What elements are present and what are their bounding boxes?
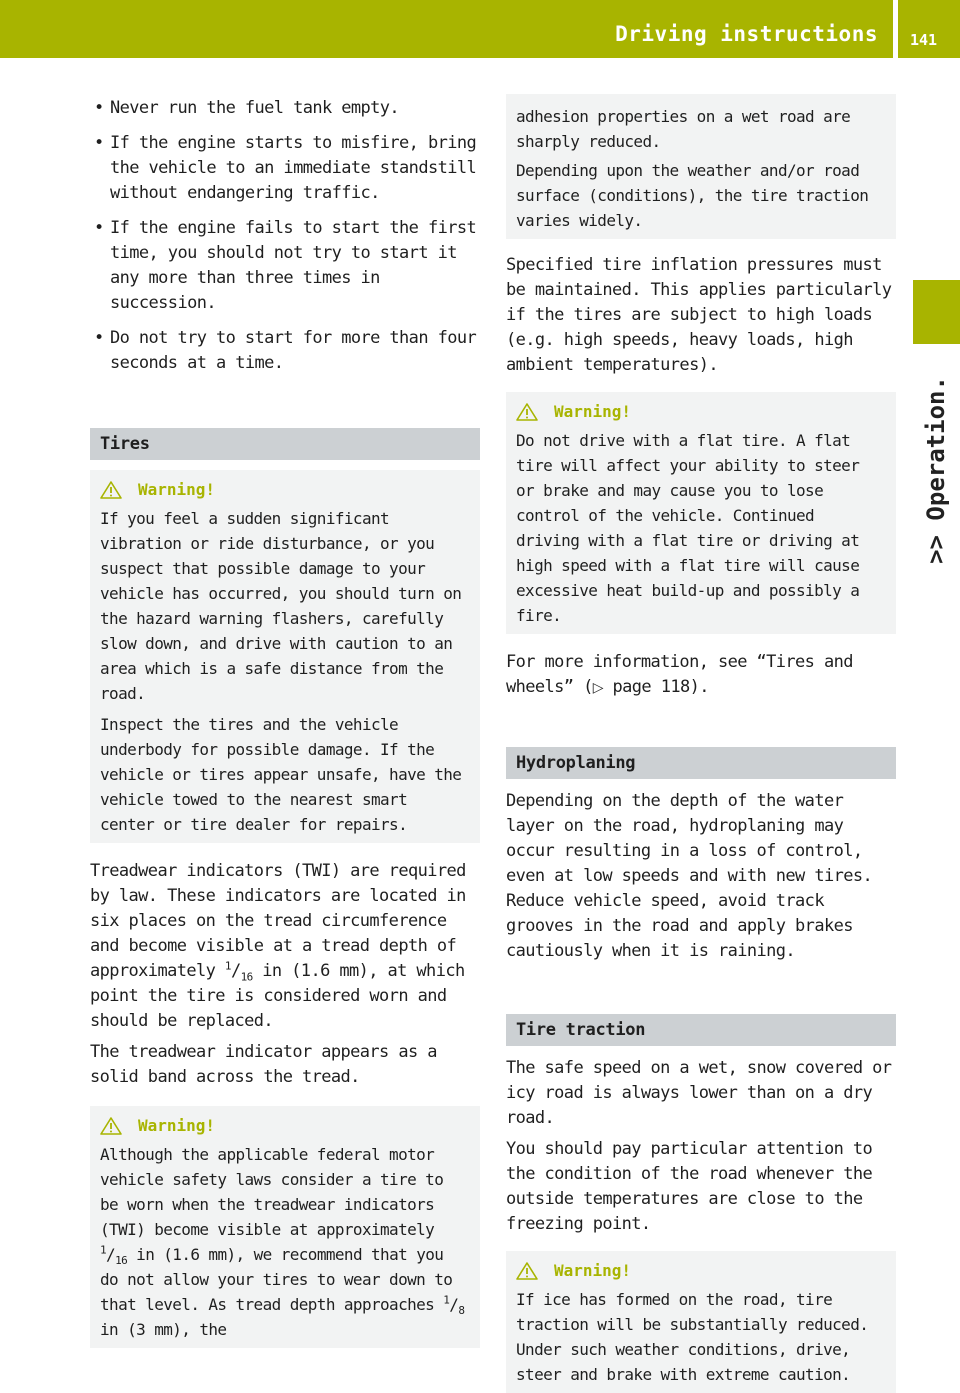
- warning-box-continued: [506, 94, 896, 239]
- warning-title: [516, 1261, 886, 1281]
- fraction-denominator: 8: [458, 1304, 465, 1318]
- bullet-item: • Never run the fuel tank empty.: [90, 96, 480, 121]
- solid-band-paragraph: The treadwear indicator appears as a solid band across the tread.: [90, 1042, 437, 1087]
- side-tab-marker: [913, 280, 960, 344]
- warning-paragraph: Inspect the tires and the vehicle underbody for possible damage. If the vehicle or tires appear unsafe, have the vehicle towed to the nearest smart center or tire dealer for repairs.: [100, 715, 462, 834]
- header-title: Driving instructions: [615, 22, 878, 46]
- warning-box: [506, 1251, 896, 1393]
- warning-title-text: Warning!: [554, 1261, 632, 1280]
- warning-triangle-icon: [100, 1117, 122, 1135]
- fraction-numerator: 1: [224, 959, 231, 973]
- warning-paragraph: If you feel a sudden significant vibration or ride disturbance, or you suspect that possible damage to your vehicle has occurred, you should turn on the hazard warning flashers, carefully slow down, and drive with caution to an area which is a safe distance from the road.: [100, 509, 462, 703]
- page-reference-link[interactable]: page 118).: [602, 677, 709, 697]
- warning-box: [506, 392, 896, 634]
- traction-paragraph: The safe speed on a wet, snow covered or icy road is always lower than on a dry road.: [506, 1058, 892, 1128]
- warning-triangle-icon: [516, 403, 538, 421]
- section-heading-hydroplaning: Hydroplaning: [506, 747, 896, 779]
- warning-title: [516, 402, 886, 422]
- page-number: 141: [910, 31, 938, 49]
- warning-box: [90, 1106, 480, 1348]
- left-column: [90, 96, 480, 1348]
- pressure-paragraph: Specified tire inflation pressures must be maintained. This applies particularly if the tires are subject to high loads (e.g. high speeds, heavy loads, high ambient temperatures).: [506, 255, 892, 375]
- bullet-item: • If the engine fails to start the first time, you should not try to start it any more than three times in succession.: [90, 216, 480, 316]
- warning-title: [100, 480, 470, 500]
- warning-text-c: in (3 mm), the: [100, 1320, 227, 1339]
- traction-paragraph: You should pay particular attention to the condition of the road whenever the outside temperatures are close to the freezing point.: [506, 1139, 873, 1234]
- warning-triangle-icon: [516, 1262, 538, 1280]
- side-tab-label: >> Operation.: [922, 376, 950, 564]
- warning-paragraph: Depending upon the weather and/or road surface (conditions), the tire traction varies widely.: [516, 161, 869, 230]
- page-reference-arrow-icon: ▷: [592, 680, 603, 696]
- right-column: [506, 94, 896, 1393]
- section-heading-tires: Tires: [90, 428, 480, 460]
- header-divider: [893, 0, 898, 58]
- fraction-denominator: 16: [115, 1254, 128, 1268]
- warning-text-a: Although the applicable federal motor vehicle safety laws consider a tire to be worn when the treadwear indicators (TWI) become visible at approximately: [100, 1145, 444, 1239]
- twi-text-a: Treadwear indicators (TWI) are required by law. These indicators are located in six places on the tread circumference and become visible at a tread depth of approximately: [90, 861, 466, 981]
- twi-text-b: in (1.6 mm), at which point the tire is considered worn and should be replaced.: [90, 961, 465, 1031]
- warning-title-text: Warning!: [138, 1116, 216, 1135]
- more-info-text-a: For more information, see “Tires and wheels” (: [506, 652, 853, 697]
- more-info-paragraph: [506, 650, 896, 701]
- fraction-numerator: 1: [100, 1243, 107, 1257]
- warning-paragraph: Although the applicable federal motor vehicle safety laws consider a tire to be worn when the treadwear indicators (TWI) become visible at approximately $^1/_{16}$ in (1.6 mm), we recommend that you do not allow your tires to wear down to that level. As tread depth approaches $^1/_8$ in (3 mm), the: [100, 1145, 465, 1339]
- hydroplaning-paragraph: Depending on the depth of the water layer on the road, hydroplaning may occur resulting in a loss of control, even at low speeds and with new tires. Reduce vehicle speed, avoid track grooves in the road and apply brakes cautiously when it is raining.: [506, 791, 873, 961]
- fraction-denominator: 16: [240, 970, 253, 984]
- warning-paragraph: If ice has formed on the road, tire traction will be substantially reduced. Under such weather conditions, drive, steer and brake with extreme caution.: [516, 1290, 869, 1384]
- warning-title-text: Warning!: [554, 402, 632, 421]
- warning-title-text: Warning!: [138, 480, 216, 499]
- fraction-numerator: 1: [443, 1293, 450, 1307]
- warning-paragraph: adhesion properties on a wet road are sharply reduced.: [516, 107, 851, 151]
- warning-paragraph: Do not drive with a flat tire. A flat tire will affect your ability to steer or brake and may cause you to lose control of the vehicle. Continued driving with a flat tire or driving at high speed with a flat tire will cause excessive heat build-up and possibly a fire.: [516, 431, 860, 625]
- warning-title: [100, 1116, 470, 1136]
- section-heading-tire-traction: Tire traction: [506, 1014, 896, 1046]
- warning-text-b: in (1.6 mm), we recommend that you do not allow your tires to wear down to that level. As tread depth approaches: [100, 1245, 453, 1314]
- warning-box: [90, 470, 480, 843]
- warning-triangle-icon: [100, 481, 122, 499]
- bullet-list: [90, 96, 480, 376]
- bullet-item: • Do not try to start for more than four seconds at a time.: [90, 326, 480, 376]
- bullet-item: • If the engine starts to misfire, bring the vehicle to an immediate standstill without endangering traffic.: [90, 131, 480, 206]
- twi-paragraph: Treadwear indicators (TWI) are required by law. These indicators are located in six places on the tread circumference and become visible at a tread depth of approximately $^1/_{16}$ in (1.6 mm), at which point the tire is considered worn and should be replaced.: [90, 861, 466, 1031]
